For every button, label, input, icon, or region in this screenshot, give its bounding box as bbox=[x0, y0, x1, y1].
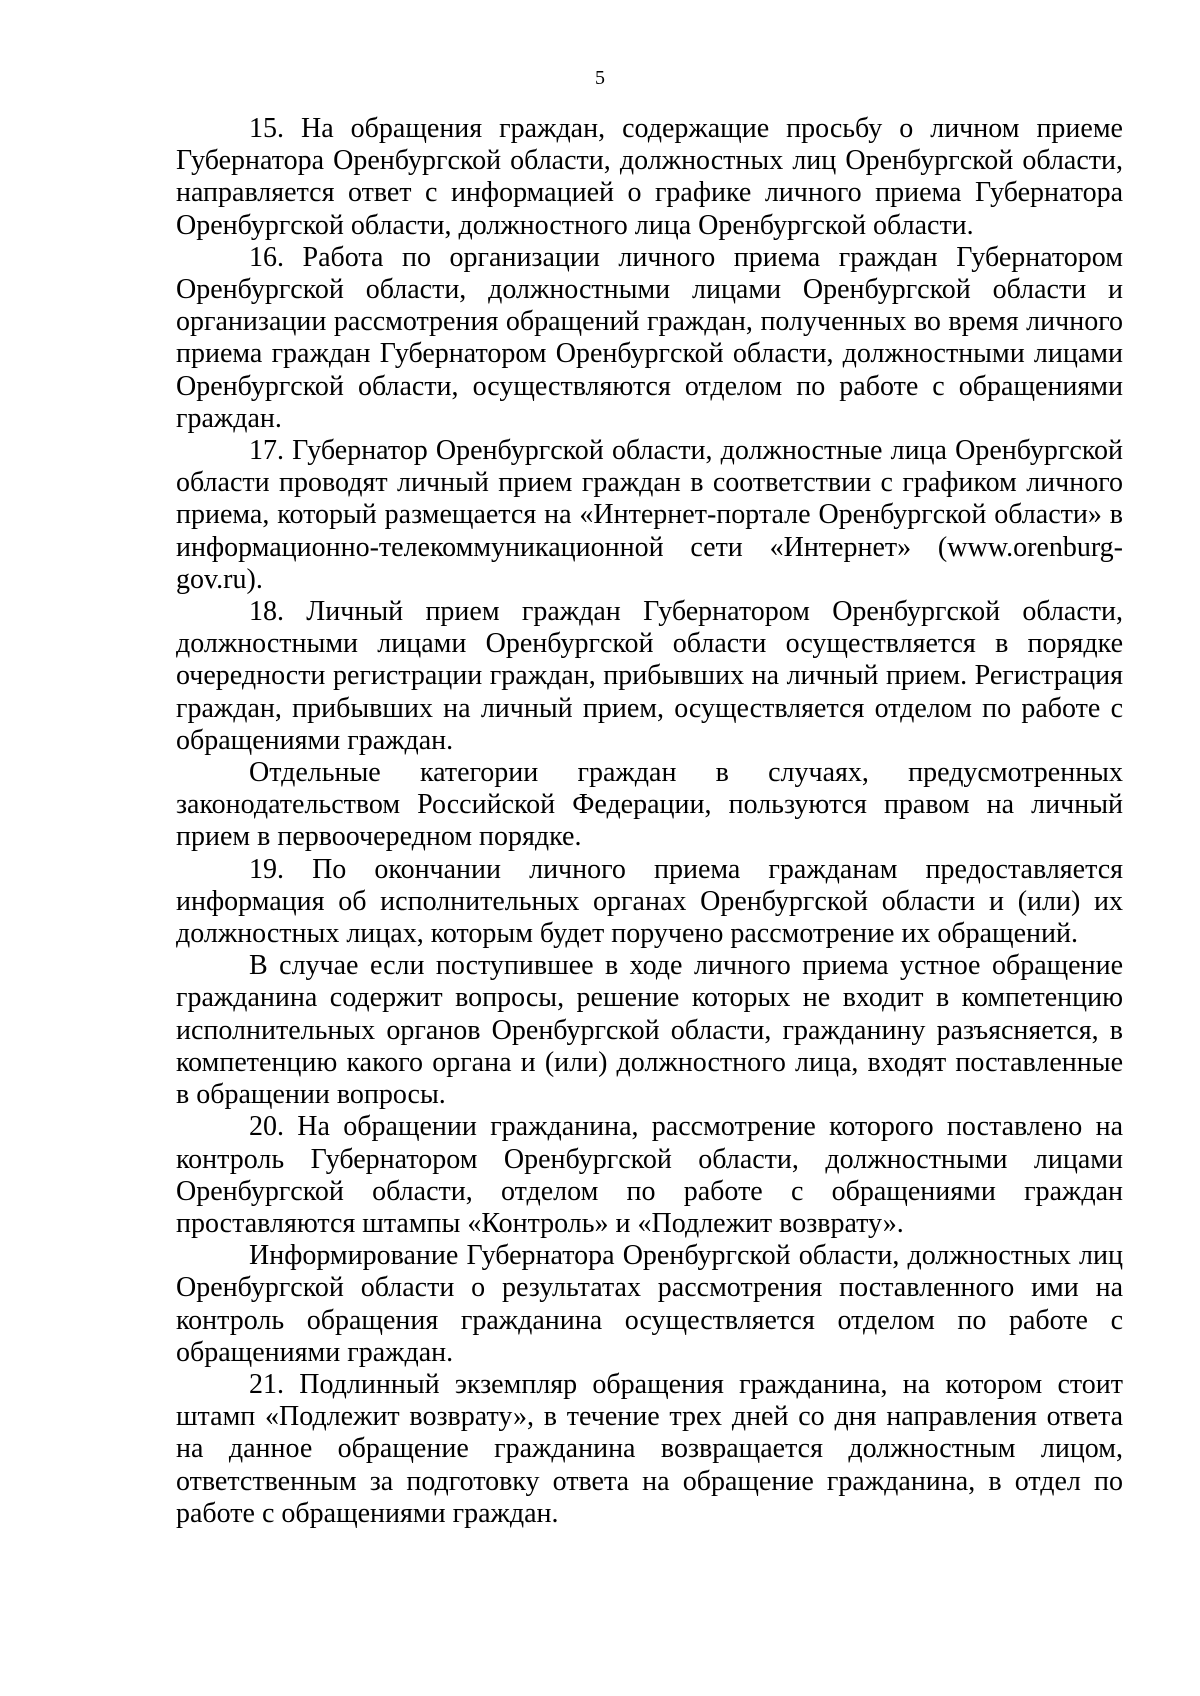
paragraph-15: 15. На обращения граждан, содержащие просьбу о личном приеме Губернатора Оренбургской области, должностных лиц Оренбургской области, направляется ответ с информацией о графике личного приема Губернатора Оренбургской области, должностного лица Оренбургской области. bbox=[176, 113, 1123, 241]
document-body bbox=[176, 113, 1123, 1530]
paragraph-16: 16. Работа по организации личного приема граждан Губернатором Оренбургской области, должностными лицами Оренбургской области и организации рассмотрения обращений граждан, полученных во время личного приема граждан Губернатором Оренбургской области, должностными лицами Оренбургской области, осуществляются отделом по работе с обращениями граждан. bbox=[176, 241, 1123, 434]
paragraph-19-continuation: В случае если поступившее в ходе личного приема устное обращение гражданина содержит вопросы, решение которых не входит в компетенцию исполнительных органов Оренбургской области, гражданину разъясняется, в компетенцию какого органа и (или) должностного лица, входят поставленные в обращении вопросы. bbox=[176, 950, 1123, 1111]
paragraph-17: 17. Губернатор Оренбургской области, должностные лица Оренбургской области проводят личный прием граждан в соответствии с графиком личного приема, который размещается на «Интернет-портале Оренбургской области» в информационно-телекоммуникационной сети «Интернет» (www.orenburg-gov.ru). bbox=[176, 435, 1123, 595]
paragraph-18: 18. Личный прием граждан Губернатором Оренбургской области, должностными лицами Оренбургской области осуществляется в порядке очередности регистрации граждан, прибывших на личный прием. Регистрация граждан, прибывших на личный прием, осуществляется отделом по работе с обращениями граждан. bbox=[176, 596, 1123, 756]
paragraph-19: 19. По окончании личного приема гражданам предоставляется информация об исполнительных органах Оренбургской области и (или) их должностных лицах, которым будет поручено рассмотрение их обращений. bbox=[176, 853, 1123, 950]
page-number: 5 bbox=[595, 67, 605, 89]
paragraph-20: 20. На обращении гражданина, рассмотрение которого поставлено на контроль Губернатором Оренбургской области, должностными лицами Оренбургской области, отделом по работе с обращениями граждан проставляются штампы «Контроль» и «Подлежит возврату». bbox=[176, 1111, 1123, 1239]
paragraph-18-continuation: Отдельные категории граждан в случаях, предусмотренных законодательством Российской Федерации, пользуются правом на личный прием в первоочередном порядке. bbox=[176, 757, 1123, 853]
paragraph-21: 21. Подлинный экземпляр обращения гражданина, на котором стоит штамп «Подлежит возврату», в течение трех дней со дня направления ответа на данное обращение гражданина возвращается должностным лицом, ответственным за подготовку ответа на обращение гражданина, в отдел по работе с обращениями граждан. bbox=[176, 1368, 1123, 1529]
paragraph-20-continuation: Информирование Губернатора Оренбургской области, должностных лиц Оренбургской области о результатах рассмотрения поставленного ими на контроль обращения гражданина осуществляется отделом по работе с обращениями граждан. bbox=[176, 1240, 1123, 1368]
